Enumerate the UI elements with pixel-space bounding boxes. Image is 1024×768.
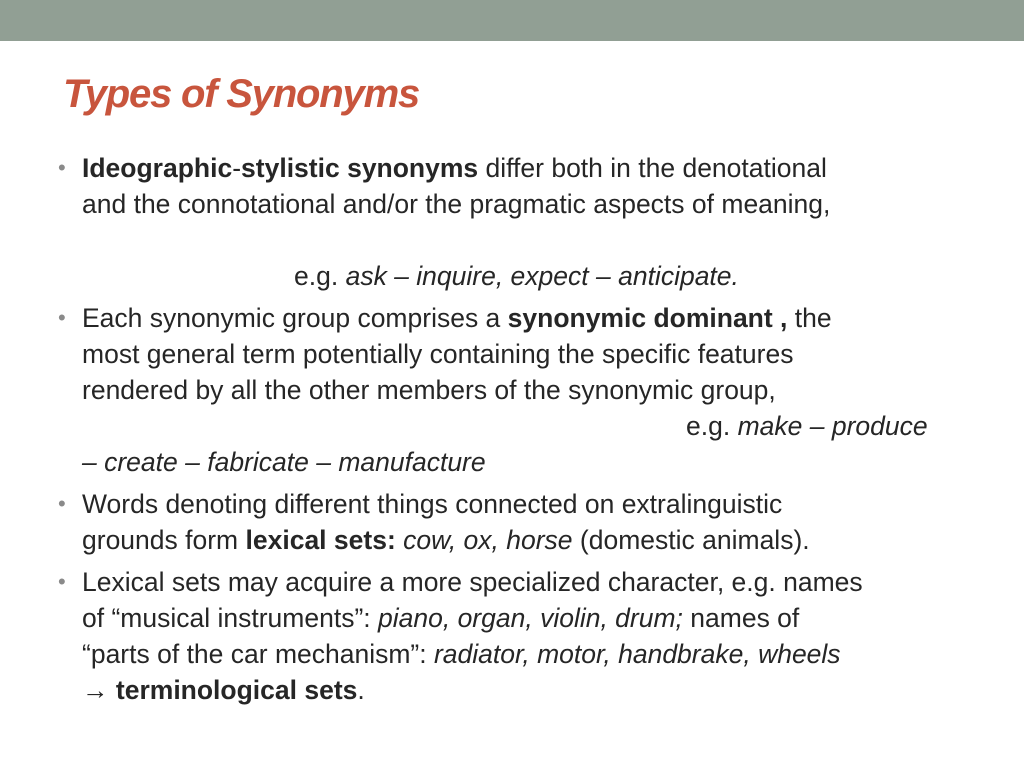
term-lexical-sets: lexical sets: [245, 525, 396, 555]
bullet-text: (domestic animals). [572, 525, 810, 555]
period: . [357, 675, 365, 705]
example-words: piano, organ, violin, drum; [378, 603, 683, 633]
bullet-icon: • [58, 491, 66, 516]
bullet-line: rendered by all the other members of the synonymic group, [82, 375, 776, 405]
example-words: ask – inquire, expect – anticipate. [345, 261, 739, 291]
slide-content [58, 150, 978, 714]
term-terminological-sets: terminological sets [115, 675, 358, 705]
bullet-line [82, 300, 978, 336]
example-words: radiator, motor, handbrake, wheels [433, 639, 841, 669]
bullet-text: of “musical instruments”: [82, 603, 378, 633]
top-accent-bar [0, 0, 1024, 41]
spacer [82, 222, 978, 258]
bullet-icon: • [58, 305, 66, 330]
bullet-text: Each synonymic group comprises a [82, 303, 508, 333]
bullet-synonymic-dominant [58, 300, 978, 480]
eg-label: e.g. [294, 261, 346, 291]
slide-title: Types of Synonyms [63, 72, 419, 116]
bullet-line [82, 522, 978, 558]
bullet-icon: • [58, 569, 66, 594]
example-line [82, 444, 978, 480]
bullet-line [82, 672, 978, 708]
bullet-line [82, 636, 978, 672]
bullet-lexical-sets [58, 486, 978, 558]
bullet-line: Lexical sets may acquire a more specialized character, e.g. names [82, 567, 863, 597]
hyphen: - [232, 153, 242, 183]
example-line [82, 258, 978, 294]
term-synonymic-dominant: synonymic dominant , [507, 303, 788, 333]
example-words: – create – fabricate – manufacture [82, 447, 486, 477]
bullet-ideographic-stylistic [58, 150, 978, 294]
bullet-terminological-sets [58, 564, 978, 708]
bullet-line: and the connotational and/or the pragmatic aspects of meaning, [82, 189, 831, 219]
term-stylistic-synonyms: stylistic synonyms [241, 153, 479, 183]
example-line [82, 408, 978, 444]
bullet-text: grounds form [82, 525, 246, 555]
bullet-text: the [787, 303, 832, 333]
example-words: make – produce [737, 411, 928, 441]
bullet-text: differ both in the denotational [478, 153, 827, 183]
bullet-line: Words denoting different things connected on extralinguistic [82, 489, 783, 519]
bullet-line [82, 600, 978, 636]
bullet-text: “parts of the car mechanism”: [82, 639, 434, 669]
example-words: cow, ox, horse [403, 525, 573, 555]
bullet-icon: • [58, 155, 66, 180]
term-ideographic: Ideographic [82, 153, 233, 183]
bullet-line [82, 150, 978, 186]
eg-label: e.g. [686, 411, 738, 441]
bullet-text: names of [682, 603, 800, 633]
bullet-line: most general term potentially containing the specific features [82, 339, 794, 369]
arrow-icon: → [82, 675, 116, 705]
